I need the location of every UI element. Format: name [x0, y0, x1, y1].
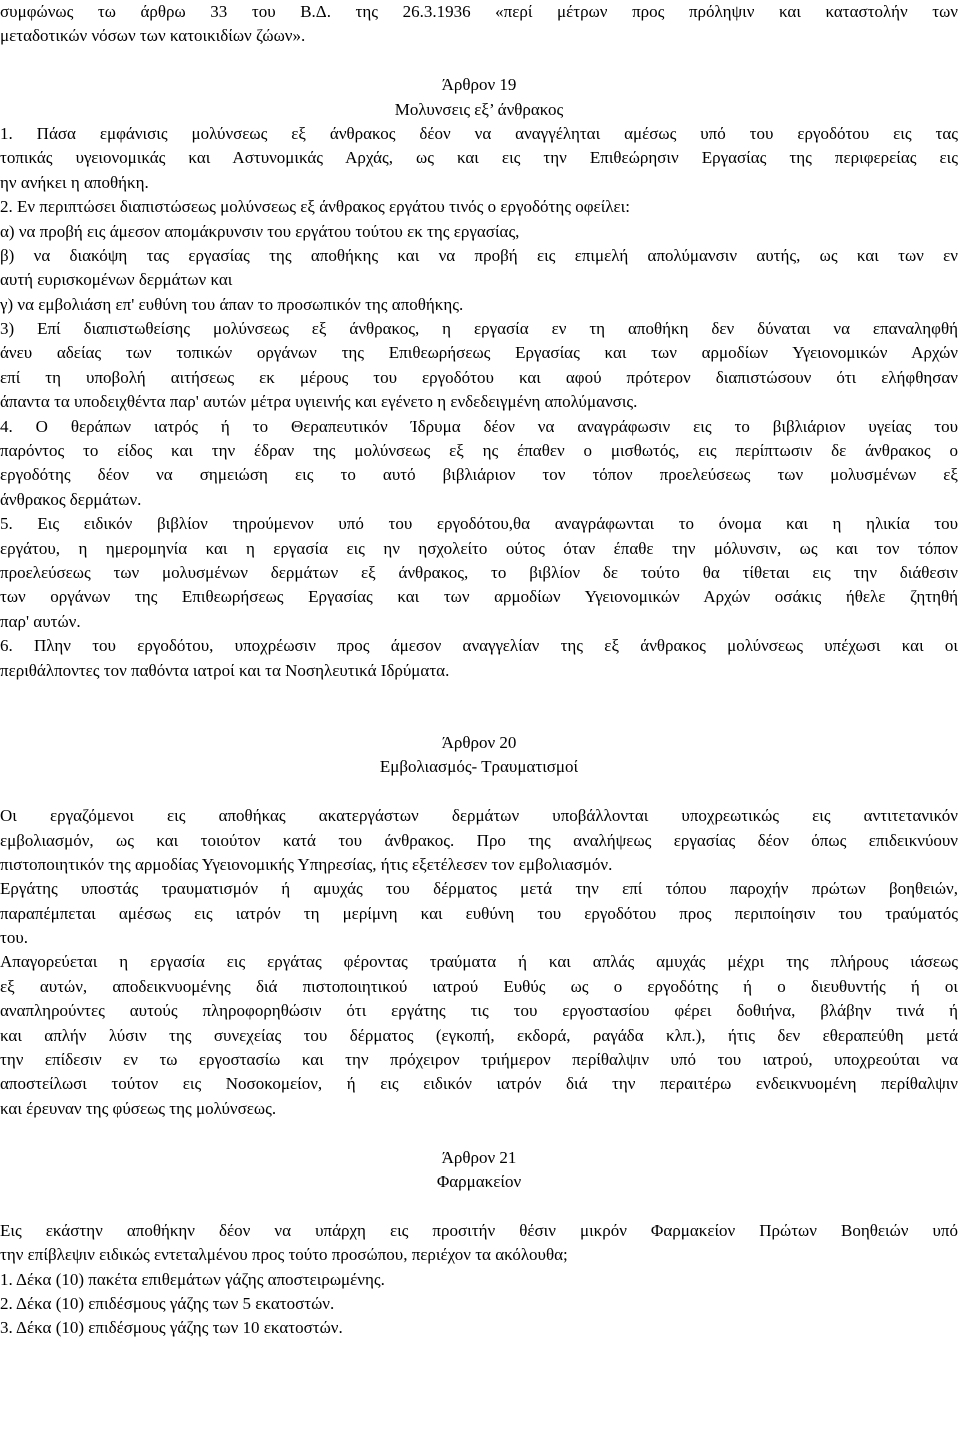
text-line: αναπληρούντες αυτούς πληροφορηθώσιν ότι εργάτης τις του εργοστασίου φέρει δοθιήνα, βλάβην τινά ή — [0, 1001, 958, 1021]
blank-space — [0, 49, 958, 73]
text-line: και απλήν λύσιν της συνεχείας του δέρματος (εγκοπή, εκδορά, ραγάδα κλπ.), ήτις δεν εθεραπεύθη μετά — [0, 1025, 958, 1045]
blank-space — [0, 1194, 958, 1218]
text-line: 1. Πάσα εμφάνισις μολύνσεως εξ άνθρακος δέον να αναγγέληται αμέσως υπό του εργοδότου εις τας — [0, 123, 958, 143]
text-line: πιστοποιητικόν της αρμοδίας Υγειονομικής Υπηρεσίας, ήτις εξετέλεσεν τον εμβολιασμόν. — [0, 854, 613, 874]
text-line: των οργάνων της Επιθεωρήσεως Εργασίας και των αρμοδίων Υγειονομικών Αρχών οσάκις ήθελε ζητηθή — [0, 587, 958, 607]
text-line: του. — [0, 928, 28, 948]
text-line: ην ανήκει η αποθήκη. — [0, 172, 149, 192]
text-line: Εις εκάστην αποθήκην δέον να υπάρχη εις προσιτήν θέσιν μικρόν Φαρμακείον Πρώτων Βοηθειών υπό — [0, 1220, 958, 1240]
text-line: και έρευναν της φύσεως της μολύνσεως. — [0, 1098, 277, 1118]
text-line: 2. Δέκα (10) επιδέσμους γάζης των 5 εκατοστών. — [0, 1293, 335, 1313]
text-line: 6. Πλην του εργοδότου, υποχρέωσιν προς άμεσον αναγγελίαν της εξ άνθρακος μολύνσεως υπέχωσι και οι — [0, 636, 958, 656]
text-line: 3. Δέκα (10) επιδέσμους γάζης των 10 εκατοστών. — [0, 1318, 343, 1338]
text-line: επί τη υποβολή αιτήσεως εκ μέρους του εργοδότου και αφού πρότερον διαπιστώσουν ότι ελήφθησαν — [0, 367, 958, 387]
text-line: συμφώνως τω άρθρω 33 του Β.Δ. της 26.3.1936 «περί μέτρων προς πρόληψιν και καταστολήν των — [0, 2, 958, 21]
text-line: 4. Ο θεράπων ιατρός ή το Θεραπευτικόν Ίδρυμα δέον να αναγράφωσιν εις το βιβλιάριον υγείας του — [0, 416, 958, 436]
text-line: περιθάλποντες τον παθόντα ιατροί και τα Νοσηλευτικά Ιδρύματα. — [0, 660, 450, 680]
text-line: 1. Δέκα (10) πακέτα επιθεμάτων γάζης αποστειρωμένης. — [0, 1269, 385, 1289]
text-line: μεταδοτικών νόσων των κατοικιδίων ζώων». — [0, 26, 306, 46]
blank-space — [0, 780, 958, 804]
text-line: εργάτου, η ημερομηνία και η εργασία εις ην ησχολείτο ούτος όταν έπαθε την μόλυνσιν, ως και τον τόπον — [0, 538, 958, 558]
text-line: αποστείλωσι τούτον εις Νοσοκομείον, ή εις ειδικόν ιατρόν διά την περαιτέρω ενδεικνυομένη περίθαλψιν — [0, 1074, 958, 1094]
text-line: Εργάτης υποστάς τραυματισμόν ή αμυχάς του δέρματος μετά την επί τόπου παροχήν πρώτων βοηθειών, — [0, 879, 958, 899]
article-heading: Εμβολιασμός- Τραυματισμοί — [379, 757, 579, 777]
text-line: 3) Επί διαπιστωθείσης μολύνσεως εξ άνθρακος, η εργασία εν τη αποθήκη δεν δύναται να επαναληφθή — [0, 319, 958, 339]
article-heading: Άρθρον 20 — [441, 732, 517, 752]
text-line: εργοδότης δέον να σημειώση εις το αυτό βιβλιάριον τον τόπον προελεύσεως των μολυσμένων εξ — [0, 465, 958, 485]
text-line: άπαντα τα υποδειχθέντα παρ' αυτών μέτρα υγιεινής και εγένετο η ενδεδειγμένη απολύμανσις. — [0, 392, 638, 412]
text-line: 5. Εις ειδικόν βιβλίον τηρούμενον υπό του εργοδότου,θα αναγράφωνται το όνομα και η ηλικία του — [0, 514, 958, 534]
text-line: εμβολιασμόν, ως και τοιούτον κατά του άνθρακος. Προ της αναλήψεως εργασίας δέον όπως επιδεικνύουν — [0, 830, 958, 850]
text-line: παρ' αυτών. — [0, 611, 81, 631]
text-line: α) να προβή εις άμεσον απομάκρυνσιν του εργάτου τούτου εκ της εργασίας, — [0, 221, 520, 241]
text-line: Απαγορεύεται η εργασία εις εργάτας φέροντας τραύματα ή και απλάς αμυχάς μέχρι της πλήρους ιάσεως — [0, 952, 958, 972]
text-line: 2. Εν περιπτώσει διαπιστώσεως μολύνσεως εξ άνθρακος εργάτου τινός ο εργοδότης οφείλει: — [0, 197, 630, 217]
text-line: την επίβλεψιν ειδικώς εντεταλμένου προς τούτο προσώπου, περιέχον τα ακόλουθα; — [0, 1245, 568, 1265]
article-heading: Φαρμακείον — [436, 1171, 522, 1191]
text-line: άνευ αδείας των τοπικών οργάνων της Επιθεωρήσεως Εργασίας και των αρμοδίων Υγειονομικών Αρχών — [0, 343, 958, 363]
article-heading: Μολυνσεις εξ’ άνθρακος — [394, 99, 564, 119]
text-line: Οι εργαζόμενοι εις αποθήκας ακατεργάστων δερμάτων υποβάλλονται υποχρεωτικώς εις αντιτετανικόν — [0, 806, 958, 826]
text-line: τοπικάς υγειονομικάς και Αστυνομικάς Αρχάς, ως και εις την Επιθεώρησιν Εργασίας της περιφερείας εις — [0, 148, 958, 168]
text-line: παραπέμπεται αμέσως εις ιατρόν τη μερίμνη και ευθύνη του εργοδότου προς περιποίησιν του τραύματός — [0, 903, 958, 923]
article-heading: Άρθρον 19 — [441, 75, 517, 95]
text-line: αυτή ευρισκομένων δερμάτων και — [0, 270, 233, 290]
text-line: προελεύσεως των μολυσμένων δερμάτων εξ άνθρακος, το βιβλίον δε τούτο θα τίθεται εις την διάθεσιν — [0, 562, 958, 582]
article-heading: Άρθρον 21 — [441, 1147, 517, 1167]
blank-space — [0, 683, 958, 731]
text-line: άνθρακος δερμάτων. — [0, 489, 142, 509]
text-line: την επίδεσιν εν τω εργοστασίω και την πρόχειρον τριήμερον περίθαλψιν υπό του ιατρού, υποχρεούται να — [0, 1050, 958, 1070]
blank-space — [0, 1121, 958, 1145]
text-line: παρόντος το είδος και την έδραν της μολύνσεως εξ ης έπαθεν ο μισθωτός, εις περίπτωσιν δε άνθρακος ο — [0, 441, 958, 461]
text-line: γ) να εμβολιάση επ' ευθύνη του άπαν το προσωπικόν της αποθήκης. — [0, 294, 464, 314]
text-line: β) να διακόψη τας εργασίας της αποθήκης και να προβή εις επιμελή απολύμανσιν αυτής, ως και των εν — [0, 245, 958, 265]
text-line: εξ αυτών, αποδεικνυομένης διά πιστοποιητικού ιατρού Ευθύς ως ο εργοδότης ή ο διευθυντής ή οι — [0, 976, 958, 996]
